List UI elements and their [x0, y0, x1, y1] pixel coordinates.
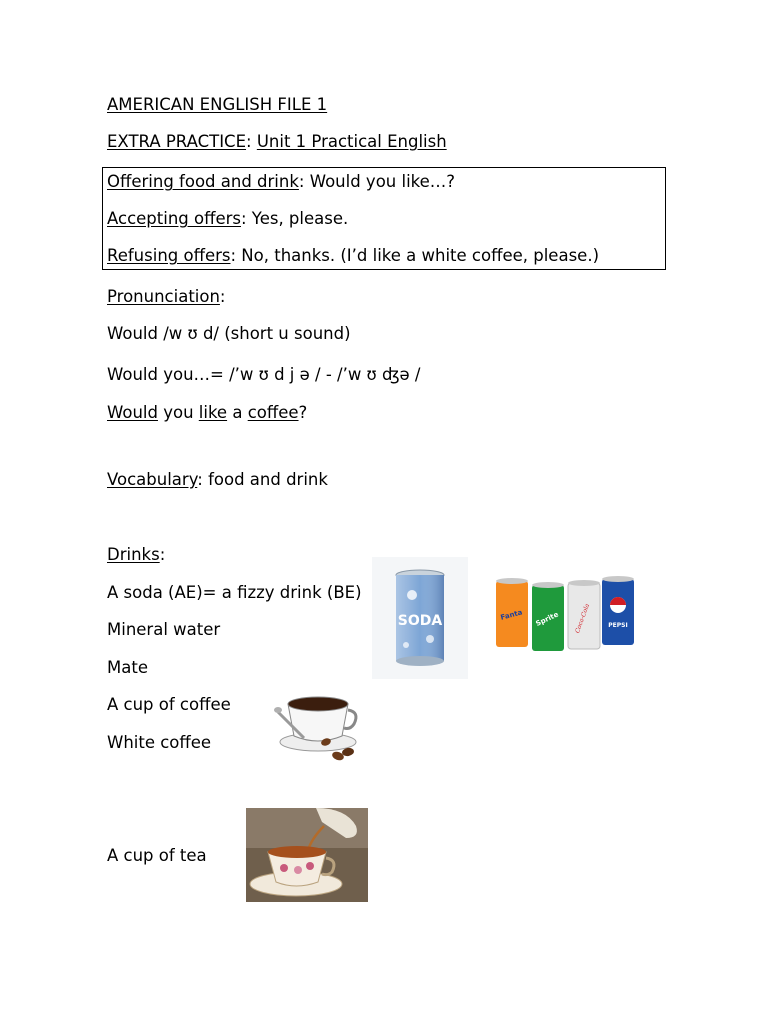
sentence-part: ?: [298, 403, 308, 422]
drink-item: Mate: [107, 658, 148, 677]
stressed-word-like: like: [198, 403, 228, 422]
sprite-can-icon: [532, 582, 564, 651]
extra-practice-value: Unit 1 Practical English: [256, 132, 447, 151]
accepting-text: : Yes, please.: [241, 209, 349, 228]
pronunciation-label: Pronunciation: [107, 287, 220, 306]
svg-text:Sprite: Sprite: [534, 610, 560, 628]
tea-cup-image: [246, 808, 368, 902]
pronunciation-heading: [107, 286, 225, 308]
vocabulary-line: [107, 469, 328, 491]
coffee-cup-image: [274, 684, 362, 768]
drink-item: White coffee: [107, 733, 212, 752]
pronunciation-line-1: Would /w ʊ d/ (short u sound): [107, 324, 351, 343]
refusing-line: [107, 245, 599, 267]
soda-can-label: SODA: [397, 613, 443, 629]
vocabulary-label: Vocabulary: [107, 470, 198, 489]
title-text: AMERICAN ENGLISH FILE 1: [107, 95, 328, 114]
refusing-label: Refusing offers: [107, 246, 231, 265]
extra-practice-line: [107, 131, 447, 153]
drinks-heading: [107, 544, 165, 566]
stress-sentence: [107, 402, 307, 424]
sentence-part: a: [227, 403, 248, 422]
drink-item: A cup of tea: [107, 846, 207, 865]
drinks-label: Drinks: [107, 545, 160, 564]
vocabulary-text: : food and drink: [197, 470, 328, 489]
stressed-word-coffee: coffee: [247, 403, 299, 422]
svg-text:PEPSI: PEPSI: [608, 622, 628, 629]
drink-item: Mineral water: [107, 620, 221, 639]
soda-can-image: [372, 557, 468, 679]
svg-text:Coca-Cola: Coca-Cola: [574, 602, 592, 635]
drink-item: A soda (AE)= a fizzy drink (BE): [107, 583, 362, 602]
pronunciation-colon: :: [219, 287, 226, 306]
accepting-label: Accepting offers: [107, 209, 241, 228]
sentence-part: you: [157, 403, 199, 422]
coca-cola-can-icon: [568, 580, 600, 649]
fanta-can-icon: [496, 578, 528, 647]
refusing-text: : No, thanks. (I’d like a white coffee, please.): [230, 246, 600, 265]
accepting-line: [107, 208, 348, 230]
pepsi-can-icon: [602, 576, 634, 645]
stressed-word-would: Would: [107, 403, 158, 422]
drink-item: A cup of coffee: [107, 695, 231, 714]
pronunciation-line-2: Would you…= /’w ʊ d j ə / - /’w ʊ ʤə /: [107, 365, 421, 384]
extra-practice-sep: :: [246, 132, 257, 151]
svg-text:Fanta: Fanta: [499, 608, 524, 622]
offering-text: : Would you like…?: [298, 172, 456, 191]
document-title: [107, 94, 327, 116]
extra-practice-label: EXTRA PRACTICE: [107, 132, 247, 151]
offering-label: Offering food and drink: [107, 172, 299, 191]
soft-drink-cans-image: [494, 575, 636, 653]
offering-line: [107, 171, 455, 193]
drinks-colon: :: [159, 545, 166, 564]
